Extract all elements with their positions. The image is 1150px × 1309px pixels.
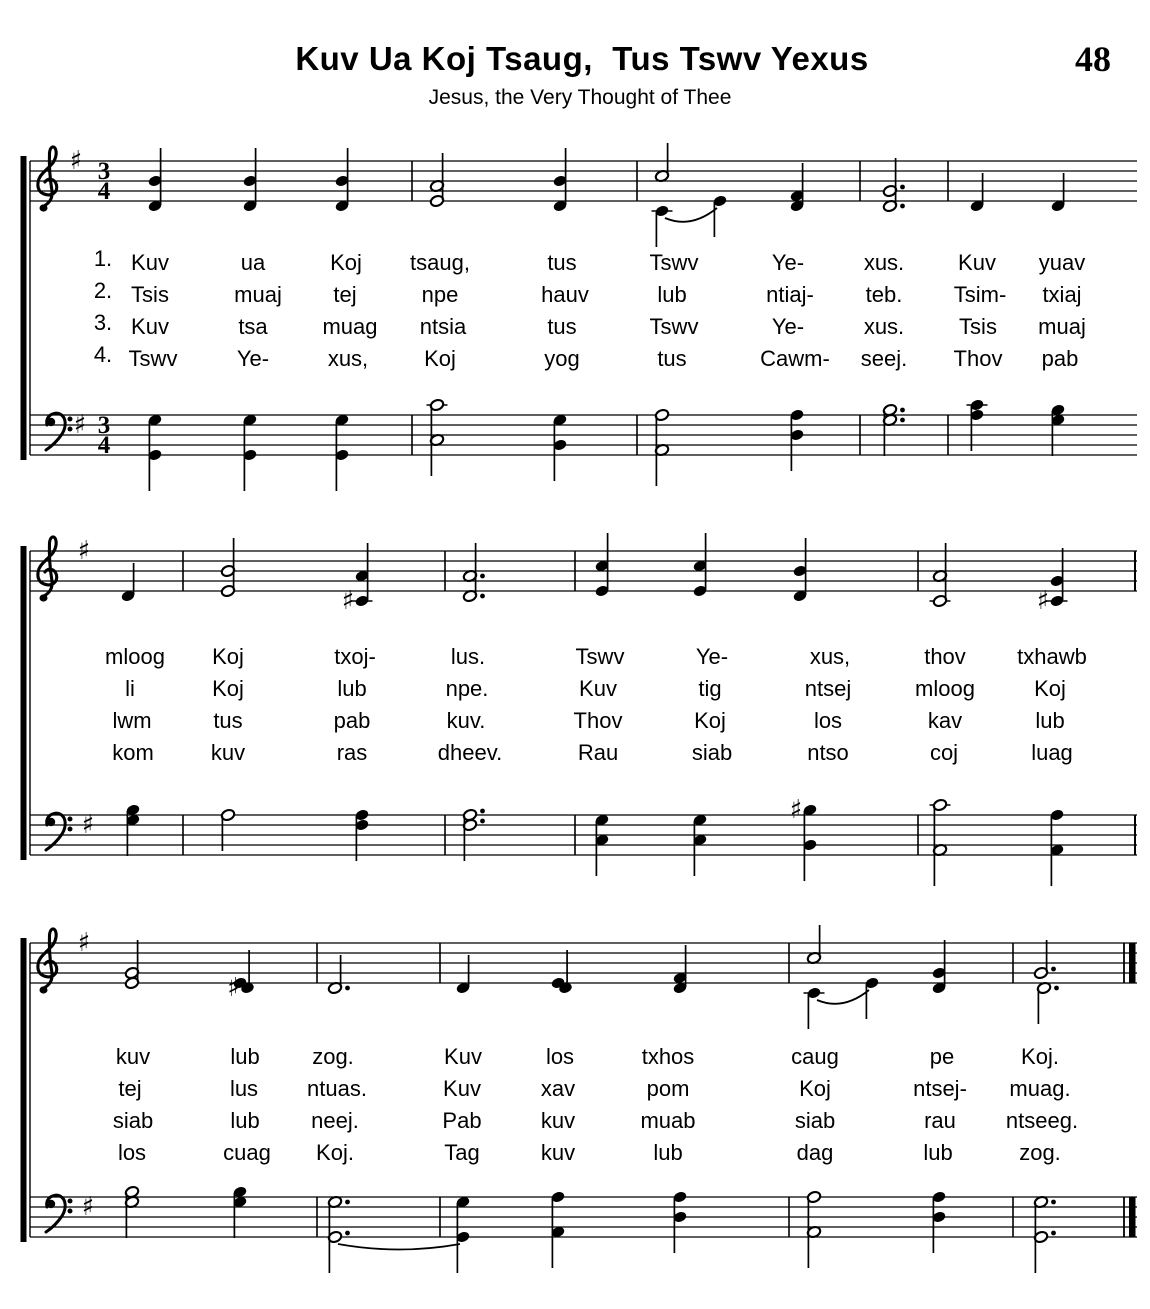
note <box>550 950 573 995</box>
note <box>654 408 669 486</box>
lyric-syllable: Koj <box>799 1076 831 1101</box>
lyric-syllable: lub <box>230 1044 260 1069</box>
lyric-syllable: xav <box>540 1076 576 1101</box>
note <box>147 148 162 213</box>
lyric-syllable: Kuv <box>131 314 169 339</box>
note <box>654 143 669 183</box>
lyric-syllable: pe <box>929 1044 955 1069</box>
verse-number: 4. <box>93 342 113 367</box>
svg-text:♯: ♯ <box>789 795 803 825</box>
lyric-syllable: Tag <box>444 1140 480 1165</box>
lyric-syllable: kuv <box>115 1044 151 1069</box>
note <box>124 1185 139 1238</box>
lyric-syllable: Kuv <box>443 1076 481 1101</box>
lyric-syllable: caug <box>791 1044 839 1069</box>
note <box>327 955 350 995</box>
note <box>594 533 609 598</box>
lyric-syllable: siab <box>794 1108 836 1133</box>
note <box>806 925 821 965</box>
note <box>882 403 905 456</box>
lyric-syllable: muaj <box>1038 314 1086 339</box>
system-bracket <box>21 546 27 860</box>
svg-text:♯: ♯ <box>69 146 83 176</box>
note <box>930 798 951 886</box>
lyric-syllable: ntsej <box>804 676 852 701</box>
lyric-syllable: tej <box>118 1076 142 1101</box>
lyric-syllable: Koj <box>330 250 362 275</box>
svg-text:♯: ♯ <box>77 536 91 566</box>
note <box>792 538 807 603</box>
lyric-syllable: coj <box>929 740 959 765</box>
note <box>804 986 825 1029</box>
lyric-syllable: lus. <box>450 644 486 669</box>
lyric-syllable: Tswv <box>649 314 699 339</box>
note <box>1050 173 1065 213</box>
lyric-syllable: tus <box>547 314 577 339</box>
lyric-syllable: seej. <box>860 346 908 371</box>
lyric-syllable: Thov <box>573 708 623 733</box>
note <box>931 940 946 995</box>
lyric-syllable: kom <box>112 740 154 765</box>
lyric-syllable: dheev. <box>437 740 503 765</box>
note <box>931 1190 946 1253</box>
lyric-syllable: teb. <box>865 282 903 307</box>
note <box>864 976 879 1019</box>
lyric-syllable: txhawb <box>1017 644 1087 669</box>
treble-staff <box>30 146 1137 222</box>
system <box>21 928 1138 1250</box>
lyric-syllable: Koj <box>212 644 244 669</box>
note <box>427 398 448 476</box>
note <box>462 543 485 603</box>
lyric-syllable: lub <box>657 282 687 307</box>
lyric-syllable: txiaj <box>1042 282 1082 307</box>
lyric-syllable: cuag <box>223 1140 271 1165</box>
lyric-syllable: Pab <box>442 1108 482 1133</box>
page-subtitle: Jesus, the Very Thought of Thee <box>428 86 732 109</box>
lyric-syllable: ua <box>240 250 266 275</box>
lyric-syllable: txhos <box>641 1044 695 1069</box>
lyric-syllable: Tswv <box>575 644 625 669</box>
lyric-syllable: muag. <box>1009 1076 1071 1101</box>
hymn-number: 48 <box>1075 39 1111 79</box>
svg-text:♯: ♯ <box>73 410 87 440</box>
svg-text:4: 4 <box>97 178 111 205</box>
lyric-syllable: Ye- <box>771 250 805 275</box>
note <box>1050 403 1065 456</box>
lyric-syllable: los <box>813 708 843 733</box>
lyric-syllable: ntso <box>807 740 849 765</box>
lyric-syllable: Kuv <box>958 250 996 275</box>
note <box>1036 981 1059 1024</box>
lyric-syllable: Koj <box>424 346 456 371</box>
lyric-syllable: Koj <box>1034 676 1066 701</box>
svg-text:♯: ♯ <box>341 586 355 616</box>
note <box>882 158 905 213</box>
lyric-syllable: ntsej- <box>913 1076 967 1101</box>
verse-number: 2. <box>93 278 113 303</box>
lyric-syllable: Ye- <box>695 644 729 669</box>
lyric-syllable: tsa <box>238 314 268 339</box>
note <box>220 538 235 598</box>
lyric-syllable: Tswv <box>649 250 699 275</box>
note <box>242 148 257 213</box>
note <box>652 204 673 247</box>
note <box>232 1185 247 1238</box>
note <box>930 543 951 608</box>
lyric-syllable: Koj <box>694 708 726 733</box>
bass-staff <box>30 1192 1137 1250</box>
lyric-syllable: hauv <box>541 282 589 307</box>
lyric-syllable: npe <box>421 282 459 307</box>
lyric-syllable: Koj <box>212 676 244 701</box>
note <box>1033 940 1056 980</box>
note <box>790 795 818 881</box>
lyric-syllable: thov <box>924 644 966 669</box>
lyric-syllable: Tsis <box>131 282 169 307</box>
treble-staff <box>30 536 1137 602</box>
note <box>1037 548 1068 616</box>
lyric-syllable: kuv <box>540 1108 576 1133</box>
lyric-syllable: ntseeg. <box>1005 1108 1079 1133</box>
note <box>125 803 140 856</box>
lyric-syllable: Koj. <box>1021 1044 1059 1069</box>
lyric-syllable: pab <box>333 708 371 733</box>
note <box>124 940 139 990</box>
lyric-syllable: tej <box>333 282 357 307</box>
lyric-syllable: ntuas. <box>307 1076 367 1101</box>
lyric-syllable: kuv <box>540 1140 576 1165</box>
lyric-syllable: lwm <box>112 708 152 733</box>
svg-text:♯: ♯ <box>227 973 240 1003</box>
bass-staff <box>30 810 1137 855</box>
lyric-syllable: yuav <box>1038 250 1086 275</box>
lyric-syllable: kuv <box>210 740 246 765</box>
lyric-syllable: Tsim- <box>953 282 1007 307</box>
lyric-syllable: tus <box>213 708 243 733</box>
note <box>806 1190 821 1268</box>
lyric-syllable: lub <box>1035 708 1065 733</box>
note <box>552 148 567 213</box>
note <box>969 173 984 213</box>
lyric-syllable: pab <box>1041 346 1079 371</box>
lyric-syllable: xus. <box>863 314 905 339</box>
svg-text:♯: ♯ <box>81 1192 95 1222</box>
lyric-syllable: kuv. <box>446 708 486 733</box>
note <box>550 1190 565 1268</box>
lyric-syllable: siab <box>691 740 733 765</box>
lyric-syllable: mloog <box>915 676 975 701</box>
verse-number: 3. <box>93 310 113 335</box>
lyric-syllable: xus, <box>809 644 851 669</box>
lyric-syllable: tus <box>547 250 577 275</box>
lyric-syllable: kav <box>927 708 963 733</box>
svg-text:4: 4 <box>97 432 111 459</box>
lyric-syllable: Tsis <box>959 314 997 339</box>
lyric-syllable: lub <box>653 1140 683 1165</box>
lyric-syllable: txoj- <box>334 644 376 669</box>
lyric-syllable: pom <box>646 1076 690 1101</box>
lyric-syllable: Kuv <box>579 676 617 701</box>
note <box>334 148 349 213</box>
lyric-syllable: ras <box>336 740 368 765</box>
lyric-syllable: ntiaj- <box>766 282 814 307</box>
slur <box>665 208 717 222</box>
lyric-syllable: lub <box>230 1108 260 1133</box>
lyric-syllable: rau <box>924 1108 956 1133</box>
svg-text:♯: ♯ <box>77 928 91 958</box>
lyric-syllable: muaj <box>234 282 282 307</box>
note <box>227 950 255 1003</box>
lyric-syllable: ntsia <box>419 314 467 339</box>
slur <box>338 1244 460 1250</box>
lyric-syllable: tig <box>698 676 722 701</box>
lyric-syllable: yog <box>544 346 580 371</box>
slur <box>817 990 869 1004</box>
note <box>712 194 727 237</box>
note <box>552 413 567 481</box>
note <box>672 1190 687 1253</box>
lyric-syllable: tus <box>657 346 687 371</box>
note <box>789 408 804 471</box>
lyric-syllable: los <box>117 1140 147 1165</box>
lyric-syllable: siab <box>112 1108 154 1133</box>
final-barline <box>1129 1197 1136 1238</box>
lyric-syllable: Kuv <box>444 1044 482 1069</box>
page-title: Kuv Ua Koj Tsaug, Tus Tswv Yexus <box>295 40 869 77</box>
lyric-syllable: neej. <box>311 1108 359 1133</box>
lyric-syllable: lub <box>337 676 367 701</box>
verse-number: 1. <box>93 246 113 271</box>
note <box>455 955 470 995</box>
lyric-syllable: xus. <box>863 250 905 275</box>
svg-text:♯: ♯ <box>81 810 95 840</box>
lyric-syllable: muab <box>640 1108 696 1133</box>
svg-text:3: 3 <box>97 412 111 439</box>
lyric-syllable: mloog <box>105 644 165 669</box>
note <box>342 543 373 616</box>
lyric-syllable: Thov <box>953 346 1003 371</box>
system-bracket <box>21 156 27 460</box>
note <box>692 533 707 598</box>
lyric-syllable: muag <box>322 314 378 339</box>
lyric-syllable: zog. <box>1019 1140 1061 1165</box>
note <box>1049 808 1064 886</box>
treble-staff <box>30 928 1137 1004</box>
lyric-syllable: Ye- <box>771 314 805 339</box>
lyric-syllable: lub <box>923 1140 953 1165</box>
lyric-syllable: los <box>545 1044 575 1069</box>
lyric-syllable: tsaug, <box>410 250 470 275</box>
lyric-syllable: li <box>125 676 135 701</box>
svg-text:3: 3 <box>97 158 111 185</box>
lyric-syllable: lus <box>229 1076 259 1101</box>
lyric-syllable: Kuv <box>131 250 169 275</box>
lyric-syllable: dag <box>796 1140 834 1165</box>
final-barline <box>1129 943 1136 984</box>
note <box>120 563 135 603</box>
lyric-syllable: Rau <box>577 740 619 765</box>
lyric-syllable: Ye- <box>236 346 270 371</box>
lyric-syllable: zog. <box>312 1044 354 1069</box>
lyric-syllable: npe. <box>445 676 489 701</box>
lyric-syllable: Koj. <box>316 1140 354 1165</box>
system-bracket <box>21 938 27 1242</box>
svg-text:♯: ♯ <box>1036 586 1050 616</box>
lyric-syllable: Cawm- <box>760 346 830 371</box>
lyric-syllable: luag <box>1031 740 1073 765</box>
lyric-syllable: Tswv <box>128 346 178 371</box>
lyric-syllable: xus, <box>327 346 369 371</box>
